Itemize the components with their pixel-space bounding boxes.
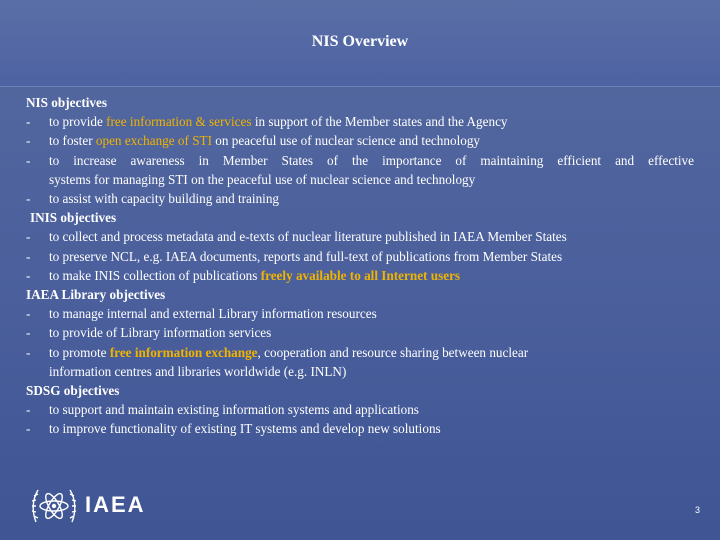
library-b3-post: , cooperation and resource sharing between nuclear <box>257 344 529 360</box>
nis-b1-post: in support of the Member states and the Agency <box>251 114 508 130</box>
sdsg-b2-text: to improve functionality of existing IT systems and develop new solutions <box>49 421 441 437</box>
sdsg-bullet-2 <box>26 419 698 438</box>
bullet-dash: - <box>26 152 31 168</box>
bullet-dash: - <box>26 114 31 130</box>
bullet-dash: - <box>26 267 31 283</box>
nis-b2-pre: to foster <box>49 133 96 149</box>
inis-bullet-2 <box>26 247 698 266</box>
library-heading: IAEA Library objectives <box>26 287 166 303</box>
library-b2-text: to provide of Library information services <box>49 325 272 341</box>
library-b1-text: to manage internal and external Library information resources <box>49 306 377 322</box>
nis-bullet-4 <box>26 189 698 208</box>
inis-b2-text: to preserve NCL, e.g. IAEA documents, reports and full-text of publications from Member States <box>49 248 563 264</box>
library-bullet-1 <box>26 304 698 323</box>
library-b3-line2: information centres and libraries worldwide (e.g. INLN) <box>49 363 347 379</box>
inis-bullet-3 <box>26 266 698 285</box>
bullet-dash: - <box>26 248 31 264</box>
nis-heading: NIS objectives <box>26 95 107 110</box>
nis-b3-line2: systems for managing STI on the peaceful use of nuclear science and technology <box>49 171 476 187</box>
bullet-dash: - <box>26 306 31 322</box>
inis-b3-highlight: freely available to all Internet users <box>260 267 461 283</box>
nis-bullet-1 <box>26 112 698 131</box>
sdsg-bullet-1 <box>26 400 698 419</box>
iaea-logo <box>30 482 180 528</box>
sdsg-b1-text: to support and maintain existing information systems and applications <box>49 402 419 418</box>
library-b3-highlight: free information exchange <box>109 344 258 360</box>
nis-b1-highlight: free information & services <box>106 114 252 130</box>
nis-b3-line1: to increase awareness in Member States of the importance of maintaining efficient and effective <box>49 152 694 168</box>
library-b3-pre: to promote <box>49 344 110 360</box>
nis-bullet-3 <box>26 151 698 170</box>
atom-emblem-icon <box>30 482 78 528</box>
bullet-dash: - <box>26 191 31 207</box>
bullet-dash: - <box>26 402 31 418</box>
slide-content <box>26 93 698 439</box>
nis-bullet-2 <box>26 131 698 150</box>
bullet-dash: - <box>26 344 31 360</box>
title-bar <box>0 0 720 87</box>
library-bullet-2 <box>26 323 698 342</box>
inis-b3-pre: to make INIS collection of publications <box>49 267 261 283</box>
page-number: 3 <box>694 505 700 515</box>
bullet-dash: - <box>26 133 31 149</box>
slide-title: NIS Overview <box>311 33 409 50</box>
inis-b1-text: to collect and process metadata and e-texts of nuclear literature published in IAEA Member States <box>49 229 567 245</box>
library-bullet-3 <box>26 343 698 362</box>
bullet-dash: - <box>26 229 31 245</box>
bullet-dash: - <box>26 421 31 437</box>
bullet-dash: - <box>26 325 31 341</box>
sdsg-heading: SDSG objectives <box>26 383 120 399</box>
nis-b2-post: on peaceful use of nuclear science and technology <box>211 133 481 149</box>
nis-b1-pre: to provide <box>49 114 107 130</box>
nis-b2-highlight: open exchange of STI <box>95 133 212 149</box>
inis-heading: INIS objectives <box>30 210 117 226</box>
nis-b4-text: to assist with capacity building and training <box>49 191 280 207</box>
inis-bullet-1 <box>26 227 698 246</box>
iaea-logo-text: IAEA <box>85 492 146 517</box>
